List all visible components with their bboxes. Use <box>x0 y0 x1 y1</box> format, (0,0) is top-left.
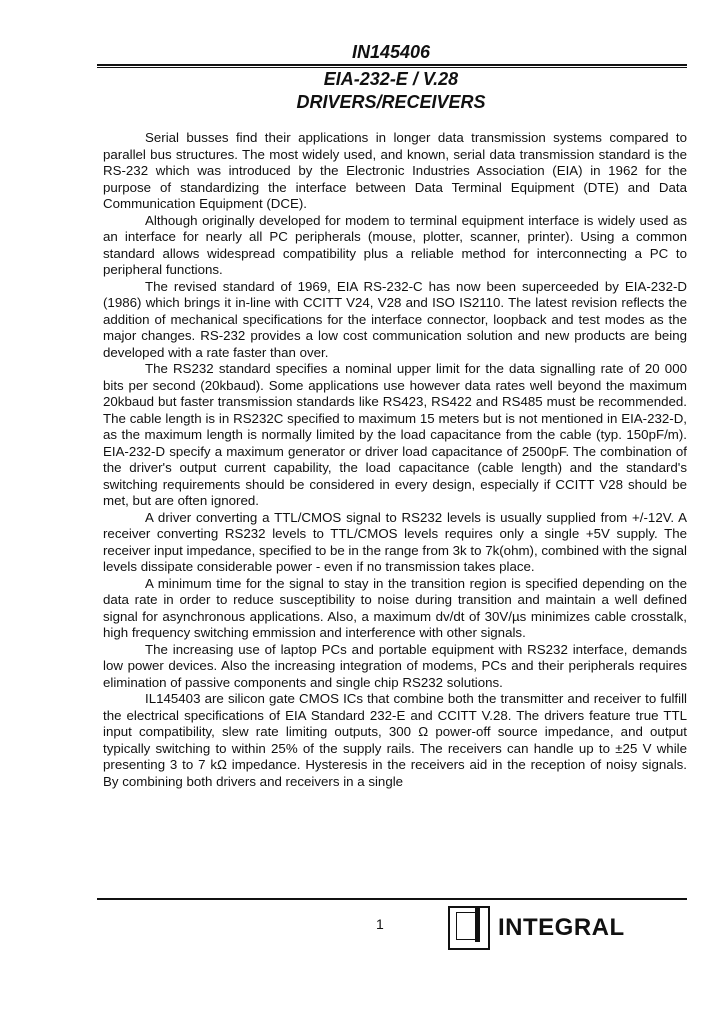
page-number: 1 <box>376 916 384 932</box>
paragraph: The increasing use of laptop PCs and portable equipment with RS232 interface, demands low power devices. Also the increasing integration of modems, PCs and their peripherals requires elimination of passive components and single chip RS232 solutions. <box>103 641 687 690</box>
header-rule-thin <box>97 67 687 68</box>
brand-name: INTEGRAL <box>498 914 625 941</box>
paragraph: IL145403 are silicon gate CMOS ICs that combine both the transmitter and receiver to fulfill the electrical specifications of EIA Standard 232-E and CCITT V.28. The drivers feature true TTL input compatibility, slew rate limiting outputs, 300 Ω power-off source impedance, and output typically switching to within 25% of the supply rails. The receivers can handle up to ±25 V while presenting 3 to 7 kΩ impedance. Hysteresis in the receivers aid in the reception of noisy signals. By combining both drivers and receivers in a single <box>103 691 687 789</box>
paragraph: Serial busses find their applications in longer data transmission systems compared to parallel bus structures. The most widely used, and known, serial data transmission standard is the RS-232 which was introduced by the Electronic Industries Association (EIA) in 1962 for the purpose of standardizing the interface between Data Terminal Equipment (DTE) and Data Communication Equipment (DCE). <box>103 130 687 211</box>
title-line-1: EIA-232-E / V.28 <box>323 69 459 89</box>
paragraph: A driver converting a TTL/CMOS signal to RS232 levels is usually supplied from +/-12V. A receiver converting RS232 levels to TTL/CMOS levels requires only a single +5V supply. The receiver input impedance, specified to be in the range from 3k to 7k(ohm), combined with the signal levels dissipate considerable power - even if no transmission takes place. <box>103 509 687 574</box>
paragraph: The revised standard of 1969, EIA RS-232-C has now been superceeded by EIA-232-D (1986) which brings it in-line with CCITT V24, V28 and ISO IS2110. The latest revision reflects the addition of mechanical specifications for the interface connector, loopback and test modes as the major changes. RS-232 provides a low cost communication solution and new products are being developed with a rate faster than over. <box>103 278 687 360</box>
body-text <box>103 130 687 790</box>
footer-rule <box>97 898 687 900</box>
title-line-2: DRIVERS/RECEIVERS <box>296 92 486 112</box>
part-number: IN145406 <box>351 42 431 62</box>
header-rule-thick <box>97 64 687 66</box>
integral-logo-icon <box>448 906 492 948</box>
paragraph: A minimum time for the signal to stay in the transition region is specified depending on the data rate in order to reduce susceptibility to noise during transition and maintain a well defined signal for asynchronous applications. Also, a maximum dv/dt of 30V/µs minimizes cable crosstalk, high frequency switching emmission and interference with other signals. <box>103 575 687 640</box>
paragraph: The RS232 standard specifies a nominal upper limit for the data signalling rate of 20 000 bits per second (20kbaud). Some applications use however data rates well beyond the maximum 20kbaud but faster transmission standards like RS423, RS422 and RS485 must be recommended. The cable length is in RS232C specified to maximum 15 meters but is not mentioned in EIA-232-D, as the maximum length is normally limited by the load capacitance from the cable (typ. 150pF/m). EIA-232-D specify a maximum generator or driver load capacitance of 2500pF. The combination of the driver's output current capability, the load capacitance (cable length) and the standard's switching requirements should be considered in every design, especially if CCITT V28 should be met, but are often ignored. <box>103 361 687 508</box>
paragraph: Although originally developed for modem to terminal equipment interface is widely used as an interface for nearly all PC peripherals (mouse, plotter, scanner, printer). Using a common standard allows widespread compatibility plus a reliable method for interconnecting a PC to peripheral functions. <box>103 212 687 277</box>
